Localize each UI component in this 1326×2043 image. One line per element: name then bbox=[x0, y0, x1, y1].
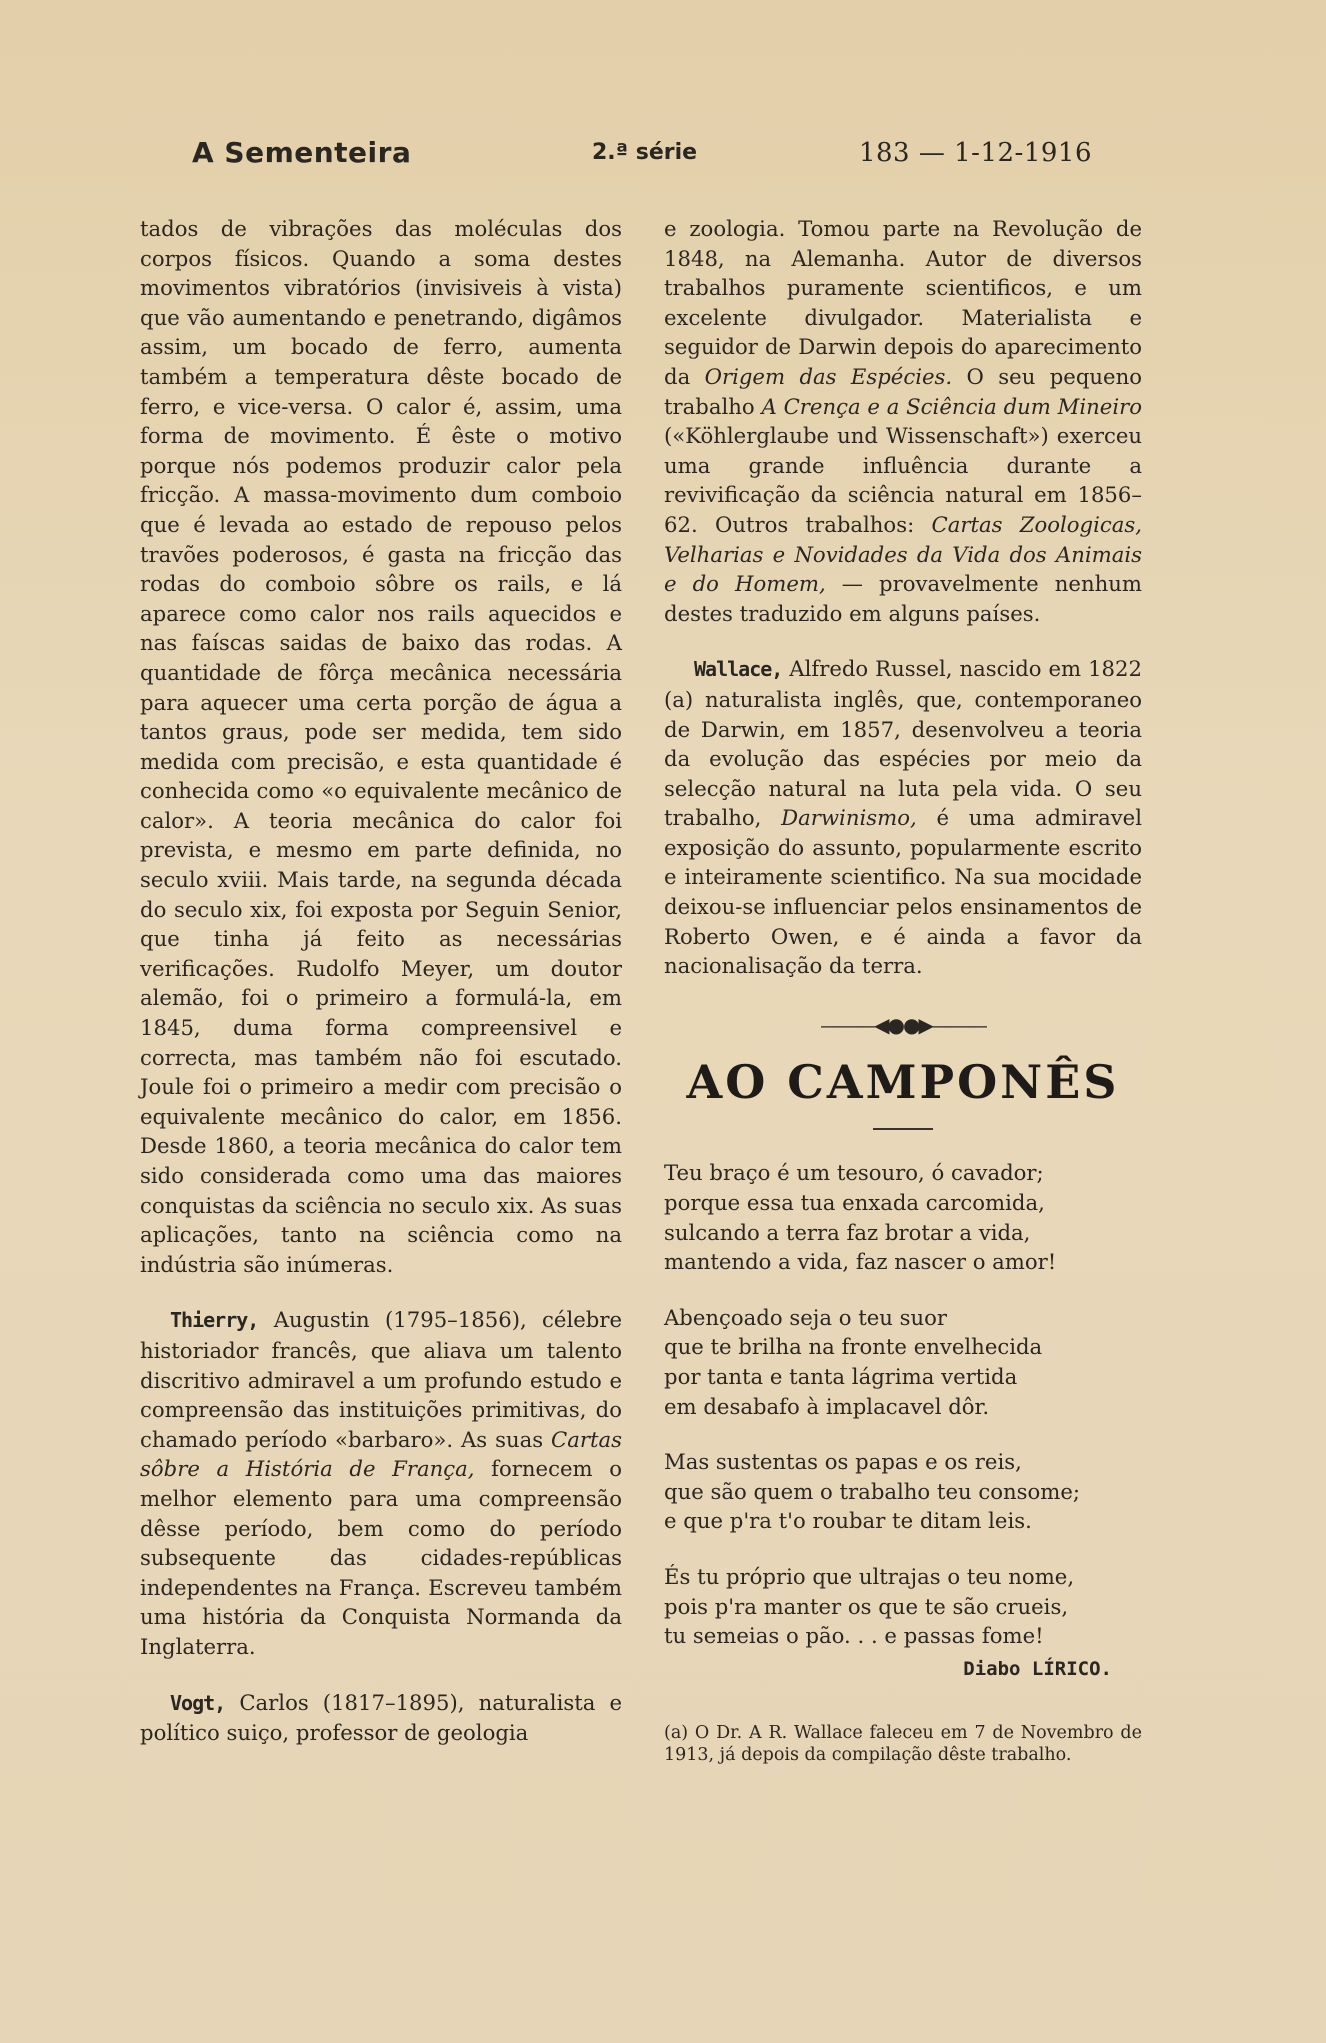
poem-stanza-1 bbox=[664, 1158, 1142, 1276]
poem-line: mantendo a vida, faz nascer o amor! bbox=[664, 1249, 1057, 1275]
poem-line: tu semeias o pão. . . e passas fome! bbox=[664, 1623, 1044, 1649]
poem-line: por tanta e tanta lágrima vertida bbox=[664, 1364, 1018, 1389]
entry-thierry bbox=[140, 1305, 622, 1661]
poem-stanza-4 bbox=[664, 1562, 1142, 1651]
entry-text: — provavelmente nenhum destes traduzido em alguns países. bbox=[664, 571, 1142, 626]
left-column bbox=[140, 214, 622, 1748]
poem-line: sulcando a terra faz brotar a vida, bbox=[664, 1219, 1031, 1245]
entry-text: («Köhlerglaube und Wissenschaft») exerceu uma grande influência durante a revivificação da sciência natural em 1856–62. Outros trabalhos: bbox=[664, 423, 1142, 537]
series-label: 2.ª série bbox=[592, 140, 698, 165]
poem-line: Mas sustentas os papas e os reis, bbox=[664, 1449, 1022, 1475]
ornament-divider: ———◀●●▶——— bbox=[820, 1012, 986, 1037]
work-title: Cartas sôbre a História de França, bbox=[140, 1426, 622, 1482]
work-title: Cartas Zoologicas, Velharias e Novidades da Vida dos Animais e do Homem, bbox=[664, 511, 1142, 597]
entry-text: Alfredo Russel, nascido em 1822 (a) naturalista inglês, que, contemporaneo de Darwin, em 1857, desenvolveu a teoria da evolução das espécies por meio da selecção natural na luta pela vida. O seu trabalho, bbox=[664, 656, 1142, 831]
heat-paragraph: tados de vibrações das moléculas dos corpos físicos. Quando a soma destes movimentos vibratórios (invisiveis à vista) que vão aumentando e penetrando, digâmos assim, um bocado de ferro, aumenta também a temperatura dêste bocado de ferro, e vice-versa. O calor é, assim, uma forma de movimento. É êste o motivo porque nós podemos produzir calor pela fricção. A massa-movimento dum comboio que é levada ao estado de repouso pelos travões poderosos, é gasta na fricção das rodas do comboio sôbre os rails, e lá aparece como calor nos rails aquecidos e nas faíscas saidas de baixo das rodas. A quantidade de fôrça mecânica necessária para aquecer uma certa porção de água a tantos graus, pode ser medida, tem sido medida com precisão, e esta quantidade é conhecida como «o equivalente mecânico de calor». A teoria mecânica do calor foi prevista, e mesmo em parte definida, no seculo xviii. Mais tarde, na segunda década do seculo xix, foi exposta por Seguin Senior, que tinha já feito as necessárias verificações. Rudolfo Meyer, um doutor alemão, foi o primeiro a formulá-la, em 1845, duma forma compreensivel e correcta, mas também não foi escutado. Joule foi o primeiro a medir com precisão o equivalente mecânico do calor, em 1856. Desde 1860, a teoria mecânica do calor tem sido considerada como uma das maiores conquistas da sciência no seculo xix. As suas aplicações, tanto na sciência como na indústria são inúmeras. bbox=[140, 216, 622, 1277]
right-column bbox=[664, 214, 1142, 1766]
entry-vogt bbox=[140, 1688, 622, 1748]
entry-text: é uma admiravel exposição do assunto, popularmente escrito e inteiramente scientifico. Na sua mocidade deixou-se influenciar pelos ensinamentos de Roberto Owen, e é ainda a favor da nacionalisação da terra. bbox=[664, 805, 1142, 979]
work-title: A Crença e a Sciência dum Mineiro bbox=[761, 393, 1142, 419]
entry-term-wallace: Wallace, bbox=[694, 657, 783, 682]
entry-vogt-continued bbox=[664, 214, 1142, 628]
entry-text: O seu pequeno trabalho bbox=[664, 363, 1142, 419]
poem-line: pois p'ra manter os que te são crueis, bbox=[664, 1593, 1069, 1619]
poem-line: e que p'ra t'o roubar te ditam leis. bbox=[664, 1508, 1032, 1534]
entry-text: Carlos (1817–1895), naturalista e político suiço, professor de geologia bbox=[140, 1689, 622, 1746]
work-title: Darwinismo, bbox=[781, 805, 917, 831]
poem-line: que te brilha na fronte envelhecida bbox=[664, 1334, 1043, 1360]
poem-stanza-3 bbox=[664, 1447, 1142, 1536]
poem-line: És tu próprio que ultrajas o teu nome, bbox=[664, 1563, 1075, 1589]
entry-text: e zoologia. Tomou parte na Revolução de 1848, na Alemanha. Autor de diversos trabalhos puramente scientificos, e um excelente divulgador. Materialista e seguidor de Darwin depois do aparecimento da bbox=[664, 216, 1142, 389]
poem-title: AO CAMPONÊS bbox=[686, 1055, 1120, 1110]
work-title: Origem das Espécies. bbox=[704, 363, 953, 389]
entry-term-vogt: Vogt, bbox=[170, 1690, 226, 1715]
page-header bbox=[192, 136, 1092, 176]
entry-text: fornecem o melhor elemento para uma compreensão dêsse período, bem como do período subsequente das cidades-repúblicas independentes na França. Escreveu também uma história da Conquista Normanda da Inglaterra. bbox=[140, 1456, 622, 1659]
entry-wallace bbox=[664, 654, 1142, 981]
poem-line: em desabafo à implacavel dôr. bbox=[664, 1393, 990, 1419]
entry-term-thierry: Thierry, bbox=[170, 1308, 259, 1333]
poem-signature: Diabo LÍRICO. bbox=[963, 1657, 1112, 1680]
issue-number-date: 183 — 1-12-1916 bbox=[858, 138, 1092, 168]
poem-line: que são quem o trabalho teu consome; bbox=[664, 1478, 1081, 1504]
poem-line: Abençoado seja o teu suor bbox=[664, 1304, 948, 1330]
entry-text: Augustin (1795–1856), célebre historiador francês, que aliava um talento discritivo admiravel a um profundo estudo e compreensão das instituições primitivas, do chamado período «barbaro». As suas bbox=[140, 1307, 622, 1452]
title-rule bbox=[873, 1128, 933, 1130]
publication-title: A Sementeira bbox=[192, 136, 412, 169]
poem-stanza-2 bbox=[664, 1303, 1142, 1421]
footnote: (a) O Dr. A R. Wallace faleceu em 7 de Novembro de 1913, já depois da compilação dêste trabalho. bbox=[664, 1723, 1142, 1766]
poem-line: porque essa tua enxada carcomida, bbox=[664, 1190, 1045, 1216]
poem-line: Teu braço é um tesouro, ó cavador; bbox=[664, 1160, 1044, 1186]
